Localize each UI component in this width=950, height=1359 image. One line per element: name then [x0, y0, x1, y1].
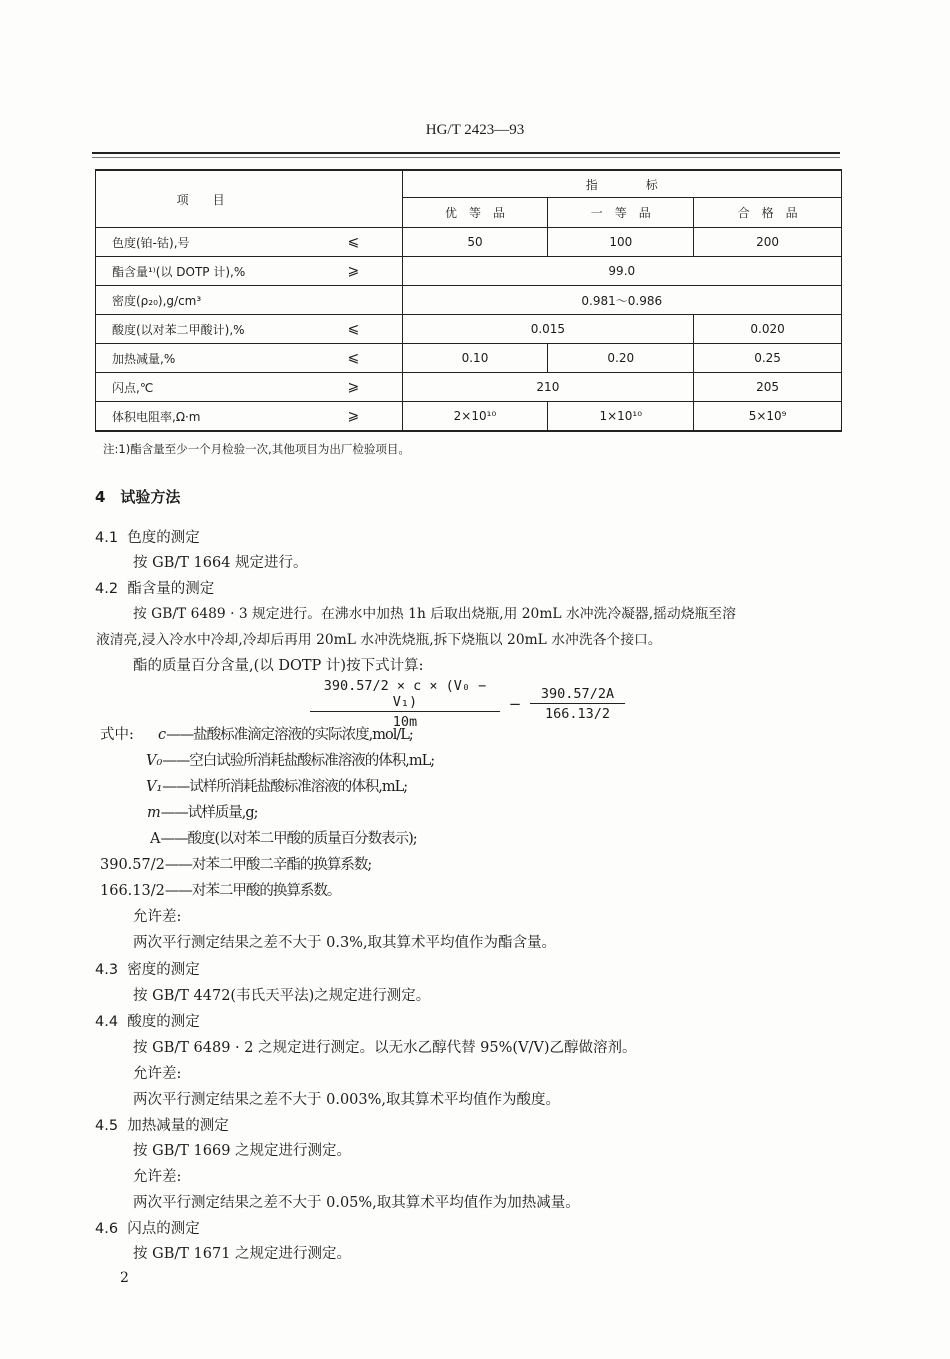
row-item: 色度(铂-钴),号 [96, 228, 306, 257]
formula-coef-2 [100, 879, 340, 900]
coef-symbol: 390.57/2 [100, 857, 165, 873]
section-4-1-text: 按 GB/T 1664 规定进行。 [133, 555, 308, 571]
row-value: 0.981～0.986 [402, 286, 841, 315]
tolerance-text: 两次平行测定结果之差不大于 0.3%,取其算术平均值作为酯含量。 [133, 935, 557, 951]
row-symbol: ⩾ [305, 402, 402, 432]
row-value: 0.25 [694, 344, 842, 373]
row-symbol: ⩽ [305, 228, 402, 257]
table-row [96, 344, 842, 373]
section-number: 4.6 [95, 1221, 119, 1237]
section-number: 4.4 [95, 1014, 119, 1030]
row-symbol [305, 286, 402, 315]
row-value: 205 [694, 373, 842, 402]
section-title: 酯含量的测定 [127, 581, 215, 597]
coef-desc: ——对苯二甲酸的换算系数。 [164, 883, 341, 899]
table-row [96, 257, 842, 286]
row-value: 1×10¹⁰ [548, 402, 694, 432]
formula-fraction-2 [530, 686, 625, 722]
section-number: 4.2 [95, 581, 119, 597]
row-value: 50 [402, 228, 548, 257]
table-header-item: 项 目 [96, 170, 306, 228]
section-4-2-para-2: 液清亮,浸入冷水中冷却,冷却后再用 20mL 水冲洗烧瓶,拆下烧瓶以 20mL 水冲洗各个接口。 [96, 632, 662, 648]
tolerance-text: 两次平行测定结果之差不大于 0.003%,取其算术平均值作为酸度。 [133, 1092, 561, 1108]
row-value: 2×10¹⁰ [402, 402, 548, 432]
section-title: 酸度的测定 [127, 1014, 200, 1030]
formula-numerator: 390.57/2A [530, 686, 625, 704]
row-value: 0.020 [694, 315, 842, 344]
tolerance-text: 两次平行测定结果之差不大于 0.05%,取其算术平均值作为加热减量。 [133, 1195, 580, 1211]
def-desc: ——空白试验所消耗盐酸标准溶液的体积,mL; [162, 753, 435, 769]
header-rule [92, 152, 840, 154]
row-symbol: ⩾ [305, 257, 402, 286]
coef-symbol: 166.13/2 [100, 883, 165, 899]
coef-desc: ——对苯二甲酸二辛酯的换算系数; [164, 857, 372, 873]
row-symbol: ⩾ [305, 373, 402, 402]
table-footnote: 注:1)酯含量至少一个月检验一次,其他项目为出厂检验项目。 [103, 442, 410, 456]
table-header-grade-qualified: 合 格 品 [694, 198, 842, 228]
section-title: 密度的测定 [127, 962, 200, 978]
document-code-header: HG/T 2423—93 [425, 122, 525, 138]
def-desc: ——试样所消耗盐酸标准溶液的体积,mL; [162, 779, 408, 795]
section-title: 闪点的测定 [127, 1221, 200, 1237]
page-number: 2 [120, 1270, 129, 1286]
def-desc: ——试样质量,g; [160, 805, 258, 821]
formula-numerator: 390.57/2 × c × (V₀ − V₁) [310, 678, 500, 712]
table-row [96, 373, 842, 402]
section-number: 4.3 [95, 962, 119, 978]
row-value: 0.20 [548, 344, 694, 373]
section-title: 加热减量的测定 [127, 1118, 229, 1134]
formula-def-m [147, 801, 258, 822]
section-4-1-heading [95, 526, 200, 547]
table-row [96, 315, 842, 344]
row-item: 酸度(以对苯二甲酸计),% [96, 315, 306, 344]
row-value: 0.10 [402, 344, 548, 373]
def-symbol: A [150, 831, 161, 847]
section-4-5-text: 按 GB/T 1669 之规定进行测定。 [133, 1143, 352, 1159]
section-4-title: 4 试验方法 [95, 488, 181, 506]
section-4-2-heading [95, 577, 214, 598]
section-number: 4.1 [95, 530, 119, 546]
def-desc: ——酸度(以对苯二甲酸的质量百分数表示); [160, 831, 417, 847]
def-symbol: V₀ [146, 753, 163, 769]
formula-denominator: 10m [392, 714, 418, 730]
row-symbol: ⩽ [305, 315, 402, 344]
section-title: 色度的测定 [127, 530, 200, 546]
section-4-5-heading [95, 1114, 229, 1135]
header-rule-thin [92, 157, 840, 158]
def-symbol: V₁ [146, 779, 163, 795]
table-row [96, 286, 842, 315]
section-number: 4.5 [95, 1118, 119, 1134]
formula-def-v1 [146, 775, 407, 796]
row-value: 210 [402, 373, 694, 402]
formula-def-v0 [146, 749, 434, 770]
tolerance-label: 允许差: [133, 1169, 182, 1185]
section-4-4-text: 按 GB/T 6489 · 2 之规定进行测定。以无水乙醇代替 95%(V/V)乙醇做溶剂。 [133, 1040, 637, 1056]
tolerance-label: 允许差: [133, 1066, 182, 1082]
section-4-2-para-3: 酯的质量百分含量,(以 DOTP 计)按下式计算: [133, 658, 424, 674]
section-4-3-text: 按 GB/T 4472(韦氏天平法)之规定进行测定。 [133, 988, 431, 1004]
row-item: 酯含量¹⁾(以 DOTP 计),% [96, 257, 306, 286]
section-4-6-text: 按 GB/T 1671 之规定进行测定。 [133, 1246, 352, 1262]
formula-coef-1 [100, 853, 371, 874]
section-4-3-heading [95, 958, 200, 979]
tolerance-label: 允许差: [133, 909, 182, 925]
def-desc: ——盐酸标准滴定溶液的实际浓度,mol/L; [166, 727, 413, 743]
row-item: 加热减量,% [96, 344, 306, 373]
formula-def-c [158, 723, 413, 744]
section-4-2-para-1: 按 GB/T 6489 · 3 规定进行。在沸水中加热 1h 后取出烧瓶,用 20mL 水冲洗冷凝器,摇动烧瓶至溶 [133, 606, 736, 622]
def-symbol: m [147, 805, 161, 821]
row-item: 闪点,℃ [96, 373, 306, 402]
formula-minus: − [508, 695, 522, 713]
row-symbol: ⩽ [305, 344, 402, 373]
row-item: 体积电阻率,Ω·m [96, 402, 306, 432]
def-symbol: c [158, 727, 167, 743]
row-value: 200 [694, 228, 842, 257]
row-value: 99.0 [402, 257, 841, 286]
formula-where-label: 式中: [100, 727, 134, 743]
table-row [96, 228, 842, 257]
table-header-grade-superior: 优 等 品 [402, 198, 548, 228]
formula-def-a [150, 827, 417, 848]
table-header-grade-first: 一 等 品 [548, 198, 694, 228]
table-header-index: 指 标 [402, 170, 841, 198]
formula-denominator: 166.13/2 [544, 706, 611, 722]
row-value: 0.015 [402, 315, 694, 344]
table-row [96, 402, 842, 432]
table-header-blank [305, 170, 402, 228]
row-value: 100 [548, 228, 694, 257]
row-item: 密度(ρ₂₀),g/cm³ [96, 286, 306, 315]
row-value: 5×10⁹ [694, 402, 842, 432]
specification-table [95, 169, 842, 432]
section-4-6-heading [95, 1217, 200, 1238]
section-4-4-heading [95, 1010, 200, 1031]
